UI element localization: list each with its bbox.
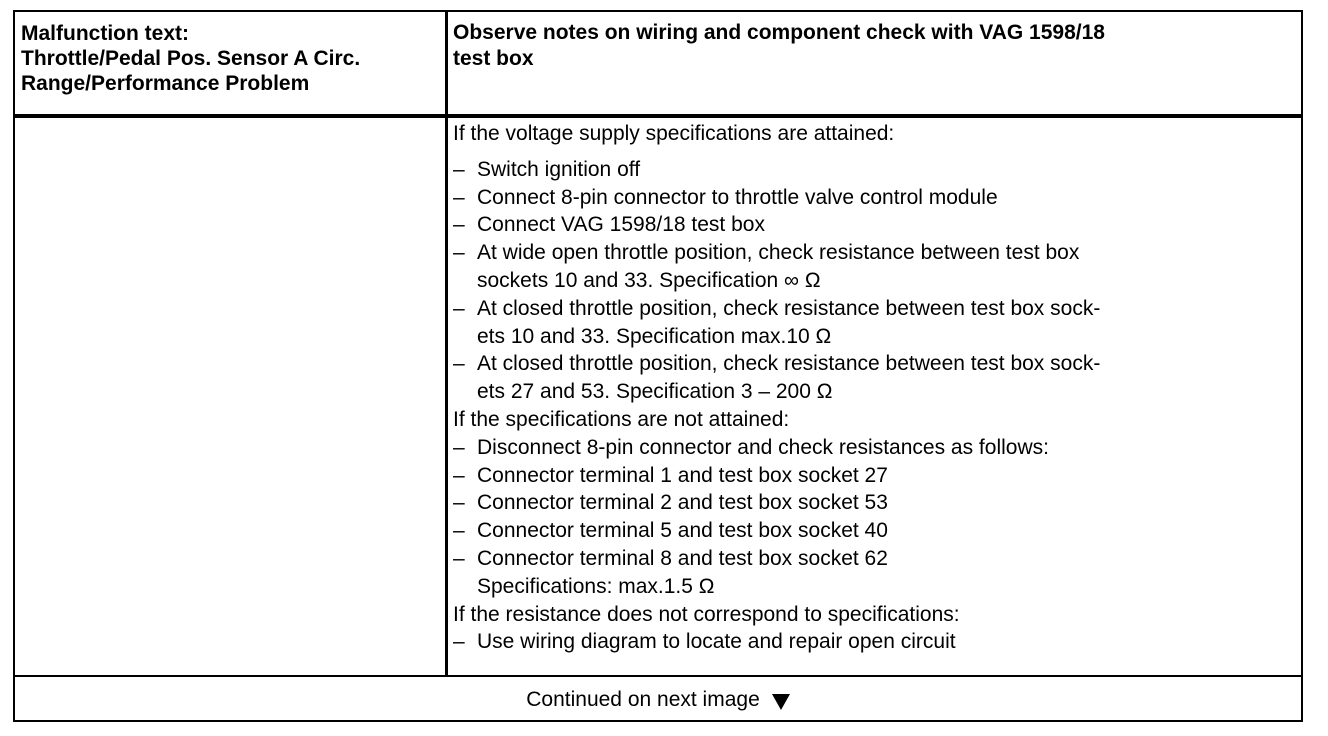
continued-text: Continued on next image [526,687,760,711]
list-item: – Connector terminal 2 and test box socket 53 [453,491,888,515]
list-item: – Switch ignition off [453,157,641,181]
list-item: – Disconnect 8-pin connector and check resistances as follows: [453,435,1049,459]
malfunction-label: Malfunction text: [21,22,189,45]
malfunction-header [21,21,441,96]
triangle-down-icon [772,694,790,710]
list-item: – Connector terminal 8 and test box socket 62 Specifications: max.1.5 Ω [453,546,888,598]
header-divider [15,114,1301,118]
list-item: – At closed throttle position, check resistance between test box sock- ets 10 and 33. Specification max.10 Ω [453,296,1101,348]
procedure-body [453,120,1298,656]
intro-text: If the voltage supply specifications are attained: [453,122,895,145]
not-attained-text: If the specifications are not attained: [453,407,790,431]
notes-header [453,20,1293,72]
malfunction-text-line-1: Throttle/Pedal Pos. Sensor A Circ. [21,47,361,70]
step-list-b [453,434,1298,601]
step-list-c [453,628,1298,656]
continued-footer [15,677,1301,722]
notes-header-line-1: Observe notes on wiring and component check with VAG 1598/18 [453,21,1105,44]
malfunction-text-line-2: Range/Performance Problem [21,72,310,95]
list-item: – At closed throttle position, check resistance between test box sock- ets 27 and 53. Specification 3 – 200 Ω [453,352,1101,404]
resistance-text: If the resistance does not correspond to specifications: [453,602,960,626]
list-item: – Connector terminal 5 and test box socket 40 [453,519,888,543]
list-item: – Use wiring diagram to locate and repair open circuit [453,630,956,654]
list-item: – Connector terminal 1 and test box socket 27 [453,463,888,487]
notes-header-line-2: test box [453,47,534,70]
list-item: – Connect VAG 1598/18 test box [453,213,765,237]
step-list-a [453,156,1298,406]
column-divider [445,12,448,677]
list-item: – Connect 8-pin connector to throttle valve control module [453,185,998,209]
procedure-table [13,10,1303,722]
list-item: – At wide open throttle position, check resistance between test box sockets 10 and 33. Specification ∞ Ω [453,241,1080,292]
